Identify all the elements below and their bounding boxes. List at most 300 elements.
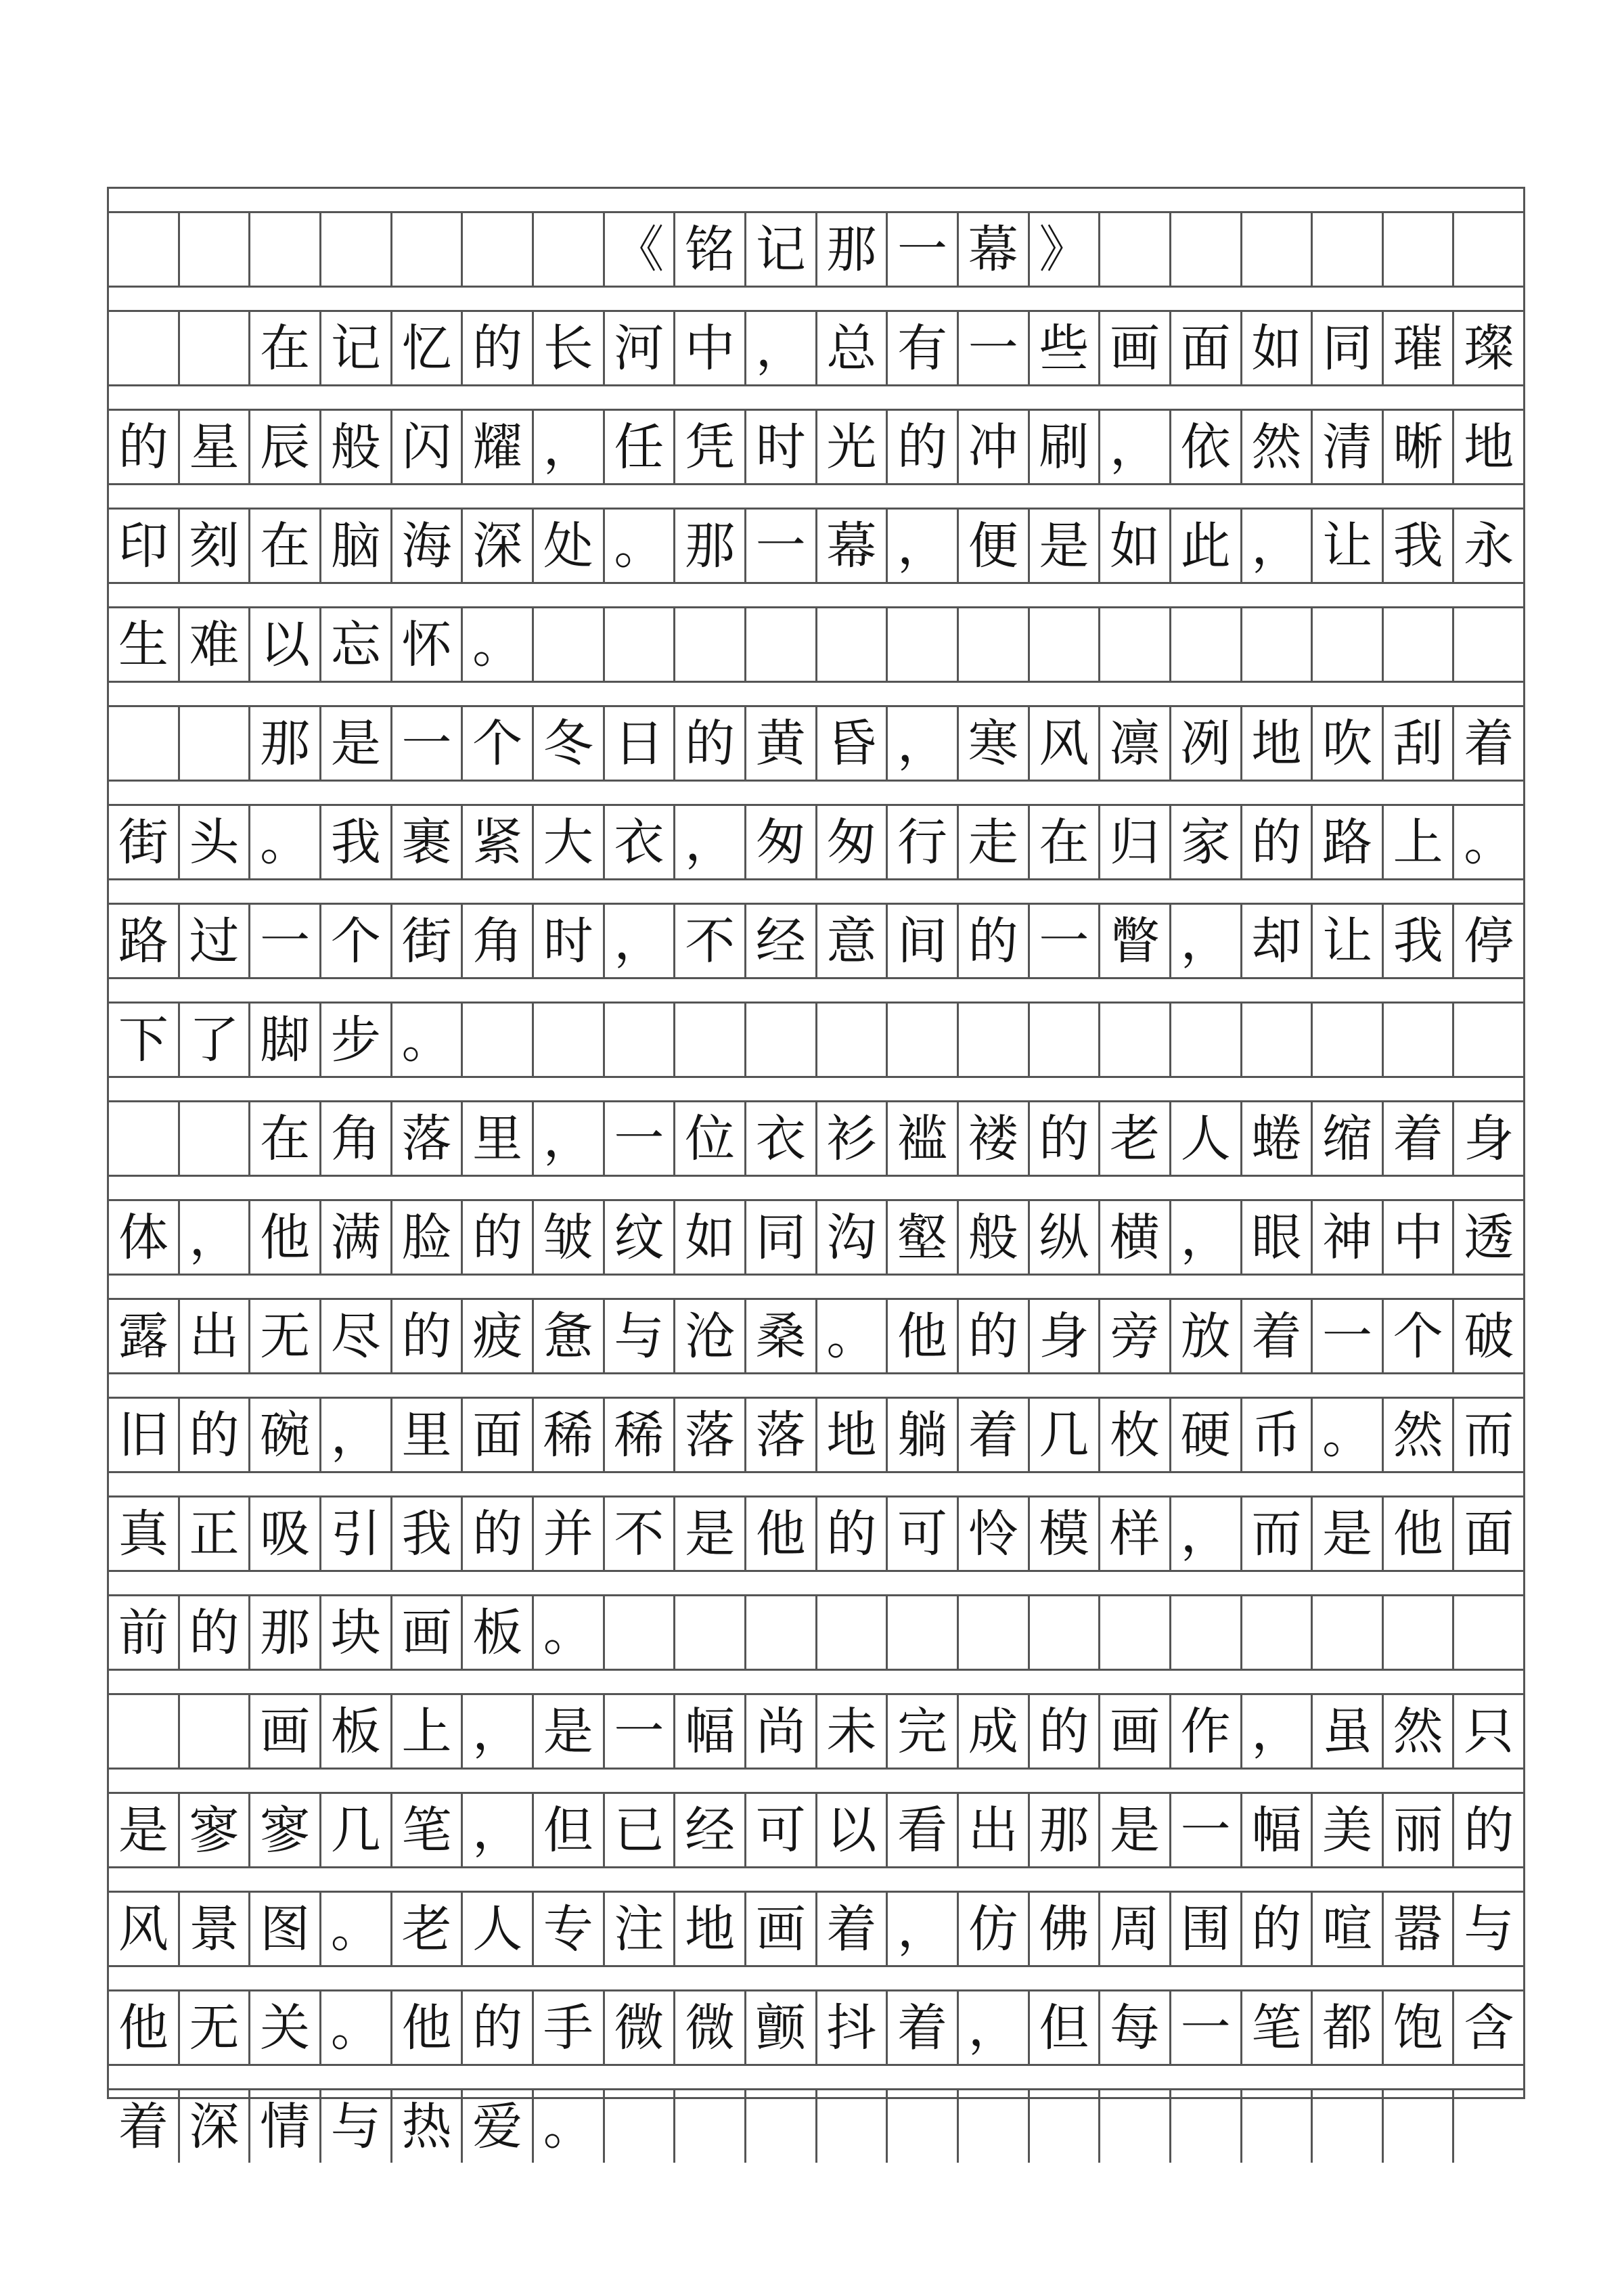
character-cell: 的 [817, 1498, 888, 1570]
character-cell: 稀 [534, 1399, 605, 1471]
character-cell: 刻 [180, 510, 251, 582]
text-row [109, 707, 1523, 780]
character-cell: 沧 [675, 1300, 746, 1372]
row-spacer [109, 1669, 1523, 1695]
row-spacer [109, 483, 1523, 510]
character-cell: 脚 [250, 1004, 321, 1076]
character-cell: 看 [888, 1794, 959, 1866]
row-spacer [109, 286, 1523, 312]
character-cell: 着 [1384, 1102, 1455, 1175]
character-cell: 清 [1313, 411, 1384, 483]
character-cell: 大 [534, 806, 605, 878]
character-cell: 老 [1100, 1102, 1171, 1175]
character-cell: 。 [534, 1596, 605, 1669]
character-cell: ， [675, 806, 746, 878]
character-cell [1100, 2090, 1171, 2163]
character-cell [675, 1596, 746, 1669]
character-cell: ， [888, 510, 959, 582]
character-cell: 画 [392, 1596, 464, 1669]
text-row [109, 1498, 1523, 1570]
character-cell: 中 [1384, 1201, 1455, 1274]
character-cell: 情 [250, 2090, 321, 2163]
title-cell [180, 213, 251, 286]
character-cell [1384, 1004, 1455, 1076]
character-cell [959, 608, 1030, 681]
title-cell: 那 [817, 213, 888, 286]
character-cell [605, 1596, 676, 1669]
character-cell: 那 [250, 1596, 321, 1669]
character-cell: ， [746, 312, 817, 384]
character-cell [1030, 2090, 1101, 2163]
text-row [109, 2090, 1523, 2163]
text-row [109, 905, 1523, 977]
character-cell: 是 [109, 1794, 180, 1866]
character-cell [1100, 1004, 1171, 1076]
title-cell: 》 [1030, 213, 1101, 286]
character-cell: 有 [888, 312, 959, 384]
character-cell: 面 [1171, 312, 1242, 384]
row-spacer [109, 1570, 1523, 1596]
character-cell [746, 608, 817, 681]
character-cell: 不 [605, 1498, 676, 1570]
character-cell: 专 [534, 1893, 605, 1965]
character-cell: 人 [1171, 1102, 1242, 1175]
character-cell: 街 [109, 806, 180, 878]
character-cell: 落 [392, 1102, 464, 1175]
character-cell: 衣 [746, 1102, 817, 1175]
character-cell: 然 [1384, 1695, 1455, 1768]
character-cell: 刷 [1030, 411, 1101, 483]
character-cell: 一 [605, 1102, 676, 1175]
text-row [109, 1991, 1523, 2064]
character-cell: 的 [392, 1300, 464, 1372]
character-cell: 他 [1384, 1498, 1455, 1570]
character-cell: 的 [1242, 1893, 1313, 1965]
character-cell: 一 [250, 905, 321, 977]
character-cell [888, 1004, 959, 1076]
title-row [109, 213, 1523, 286]
character-cell: 的 [1030, 1102, 1101, 1175]
character-cell: 。 [321, 1991, 392, 2064]
character-cell: ， [888, 707, 959, 780]
character-cell: 。 [1464, 813, 1514, 872]
character-cell: 路 [1313, 806, 1384, 878]
character-cell: 身 [1030, 1300, 1101, 1372]
character-cell: 个 [1384, 1300, 1455, 1372]
character-cell: ， [534, 1102, 605, 1175]
character-cell: 已 [605, 1794, 676, 1866]
character-cell: ， [463, 1794, 534, 1866]
title-cell [534, 213, 605, 286]
character-cell: 路 [109, 905, 180, 977]
character-cell: 饱 [1384, 1991, 1455, 2064]
character-cell: 同 [1313, 312, 1384, 384]
row-spacer [109, 1768, 1523, 1794]
character-cell: 忘 [321, 608, 392, 681]
character-cell: 位 [675, 1102, 746, 1175]
character-cell: 景 [180, 1893, 251, 1965]
row-spacer [109, 1372, 1523, 1399]
character-cell [959, 2090, 1030, 2163]
character-cell: 碗 [250, 1399, 321, 1471]
character-cell: 一 [1030, 905, 1101, 977]
character-cell: 。 [534, 2090, 605, 2163]
character-cell: 我 [1384, 510, 1455, 582]
character-cell: 一 [605, 1695, 676, 1768]
character-cell: 吹 [1313, 707, 1384, 780]
character-cell [1313, 1596, 1384, 1669]
essay-grid-paper [107, 187, 1525, 2156]
character-cell [534, 1004, 605, 1076]
character-cell: 桑 [746, 1300, 817, 1372]
text-row [109, 312, 1523, 384]
character-cell: 画 [746, 1893, 817, 1965]
character-cell: 是 [1100, 1794, 1171, 1866]
row-spacer [109, 1175, 1523, 1201]
character-cell: 满 [321, 1201, 392, 1274]
character-cell [109, 1695, 180, 1768]
character-cell: 躺 [888, 1399, 959, 1471]
character-cell: 意 [817, 905, 888, 977]
character-cell: 家 [1171, 806, 1242, 878]
character-cell: 辰 [250, 411, 321, 483]
row-spacer [109, 1076, 1523, 1102]
character-cell [1454, 1004, 1523, 1076]
character-cell: 几 [321, 1794, 392, 1866]
title-cell [463, 213, 534, 286]
row-spacer [109, 1274, 1523, 1300]
character-cell: 印 [109, 510, 180, 582]
character-cell: 他 [746, 1498, 817, 1570]
character-cell: 一 [746, 510, 817, 582]
title-cell [1313, 213, 1384, 286]
character-cell: 里 [463, 1102, 534, 1175]
character-cell: 的 [463, 1991, 534, 2064]
character-cell: 前 [109, 1596, 180, 1669]
character-cell: 个 [463, 707, 534, 780]
row-spacer [109, 582, 1523, 608]
character-cell [959, 1596, 1030, 1669]
character-cell: 归 [1100, 806, 1171, 878]
character-cell: 忆 [392, 312, 464, 384]
character-cell [605, 1004, 676, 1076]
row-spacer [109, 384, 1523, 411]
character-cell [675, 608, 746, 681]
character-cell: 角 [321, 1102, 392, 1175]
character-cell: ， [1171, 905, 1242, 977]
character-cell: 然 [1242, 411, 1313, 483]
character-cell: ， [1171, 1201, 1242, 1274]
text-row [109, 1300, 1523, 1372]
character-cell: 脸 [392, 1201, 464, 1274]
title-cell: 幕 [959, 213, 1030, 286]
character-cell: 难 [180, 608, 251, 681]
character-cell: 作 [1171, 1695, 1242, 1768]
row-spacer [109, 1965, 1523, 1991]
character-cell [817, 1004, 888, 1076]
character-cell [746, 1004, 817, 1076]
character-cell [675, 2090, 746, 2163]
character-cell: 真 [109, 1498, 180, 1570]
character-cell: 寥 [180, 1794, 251, 1866]
character-cell [1030, 1596, 1101, 1669]
character-cell [817, 2090, 888, 2163]
character-cell: 记 [321, 312, 392, 384]
character-cell: 未 [817, 1695, 888, 1768]
character-cell: 上 [392, 1695, 464, 1768]
character-cell: 黄 [746, 707, 817, 780]
text-row [109, 1201, 1523, 1274]
title-cell [321, 213, 392, 286]
character-cell: 在 [250, 510, 321, 582]
character-cell: 幅 [675, 1695, 746, 1768]
character-cell: 在 [1030, 806, 1101, 878]
character-cell [1384, 2090, 1455, 2163]
text-row [109, 411, 1523, 483]
character-cell: 褴 [888, 1102, 959, 1175]
row-spacer [109, 977, 1523, 1004]
character-cell: 永 [1464, 516, 1514, 575]
row-spacer [109, 187, 1523, 213]
character-cell: 的 [888, 411, 959, 483]
text-row [109, 1695, 1523, 1768]
character-cell [1313, 1004, 1384, 1076]
character-cell: 仿 [959, 1893, 1030, 1965]
character-cell: 无 [250, 1300, 321, 1372]
title-cell: 铭 [675, 213, 746, 286]
character-cell: 。 [605, 510, 676, 582]
text-row [109, 1893, 1523, 1965]
text-row [109, 510, 1523, 582]
character-cell: 处 [534, 510, 605, 582]
character-cell: 我 [321, 806, 392, 878]
character-cell: 惫 [534, 1300, 605, 1372]
character-cell: 耀 [463, 411, 534, 483]
character-cell: 的 [1242, 806, 1313, 878]
character-cell: 依 [1171, 411, 1242, 483]
character-cell: 个 [321, 905, 392, 977]
character-cell [180, 707, 251, 780]
character-cell: 同 [746, 1201, 817, 1274]
character-cell: 尚 [746, 1695, 817, 1768]
character-cell: 着 [1242, 1300, 1313, 1372]
character-cell: 旁 [1100, 1300, 1171, 1372]
title-cell [392, 213, 464, 286]
character-cell: 般 [321, 411, 392, 483]
character-cell: 纹 [605, 1201, 676, 1274]
character-cell [1242, 1596, 1313, 1669]
character-cell [746, 1596, 817, 1669]
character-cell [1454, 608, 1523, 681]
character-cell [1384, 608, 1455, 681]
character-cell: 画 [250, 1695, 321, 1768]
character-cell: 正 [180, 1498, 251, 1570]
character-cell [1171, 608, 1242, 681]
character-cell: 下 [109, 1004, 180, 1076]
character-cell: 并 [534, 1498, 605, 1570]
character-cell: 画 [1100, 312, 1171, 384]
character-cell: ， [180, 1201, 251, 1274]
character-cell: 他 [888, 1300, 959, 1372]
character-cell: 。 [1313, 1399, 1384, 1471]
character-cell: 此 [1171, 510, 1242, 582]
character-cell: 是 [534, 1695, 605, 1768]
character-cell: 怜 [959, 1498, 1030, 1570]
character-cell: 着 [1464, 714, 1514, 773]
character-cell: 体 [109, 1201, 180, 1274]
character-cell [1242, 2090, 1313, 2163]
character-cell: 了 [180, 1004, 251, 1076]
character-cell: 爱 [463, 2090, 534, 2163]
character-cell: 每 [1100, 1991, 1171, 2064]
character-cell: 佛 [1030, 1893, 1101, 1965]
character-cell: 沟 [817, 1201, 888, 1274]
character-cell: 笔 [392, 1794, 464, 1866]
character-cell: 热 [392, 2090, 464, 2163]
character-cell: 面 [463, 1399, 534, 1471]
character-cell: 却 [1242, 905, 1313, 977]
character-cell: 在 [250, 1102, 321, 1175]
character-cell: 微 [675, 1991, 746, 2064]
character-cell: 疲 [463, 1300, 534, 1372]
character-cell: 的 [1030, 1695, 1101, 1768]
character-cell: 日 [605, 707, 676, 780]
character-cell: 的 [959, 905, 1030, 977]
character-cell: 。 [250, 806, 321, 878]
character-cell: 以 [250, 608, 321, 681]
character-cell: 寒 [959, 707, 1030, 780]
character-cell: 着 [888, 1991, 959, 2064]
character-cell: 美 [1313, 1794, 1384, 1866]
character-cell: 的 [109, 411, 180, 483]
character-cell: ， [959, 1991, 1030, 2064]
character-cell: 一 [1171, 1794, 1242, 1866]
character-cell: 那 [1030, 1794, 1101, 1866]
character-cell: 板 [321, 1695, 392, 1768]
character-cell: 光 [817, 411, 888, 483]
character-cell [675, 1004, 746, 1076]
character-cell: 破 [1464, 1307, 1514, 1366]
character-cell: 面 [1464, 1504, 1514, 1563]
character-cell: 横 [1100, 1201, 1171, 1274]
text-row [109, 806, 1523, 878]
character-cell: 的 [463, 312, 534, 384]
character-cell: ， [1242, 1695, 1313, 1768]
character-cell: 的 [675, 707, 746, 780]
character-cell: 纵 [1030, 1201, 1101, 1274]
character-cell [1454, 1596, 1523, 1669]
row-spacer [109, 780, 1523, 806]
character-cell: 虽 [1313, 1695, 1384, 1768]
character-cell: 瞥 [1100, 905, 1171, 977]
character-cell: 而 [1242, 1498, 1313, 1570]
character-cell: 任 [605, 411, 676, 483]
title-cell: 记 [746, 213, 817, 286]
character-cell: 如 [1100, 510, 1171, 582]
character-cell [1242, 1004, 1313, 1076]
character-cell: 与 [1464, 1899, 1514, 1958]
character-cell: 注 [605, 1893, 676, 1965]
character-cell: 时 [746, 411, 817, 483]
character-cell: 行 [888, 806, 959, 878]
character-cell [888, 1596, 959, 1669]
character-cell: 我 [1384, 905, 1455, 977]
character-cell: 星 [180, 411, 251, 483]
character-cell: 几 [1030, 1399, 1101, 1471]
text-row [109, 1596, 1523, 1669]
character-cell: ， [888, 1893, 959, 1965]
character-cell: 凭 [675, 411, 746, 483]
character-cell: 深 [180, 2090, 251, 2163]
character-cell: 街 [392, 905, 464, 977]
character-cell: 出 [180, 1300, 251, 1372]
character-cell: 。 [392, 1004, 464, 1076]
character-cell: 的 [959, 1300, 1030, 1372]
character-cell: 总 [817, 312, 888, 384]
character-cell: 地 [1242, 707, 1313, 780]
character-cell: 冲 [959, 411, 1030, 483]
text-row [109, 1102, 1523, 1175]
character-cell: 落 [746, 1399, 817, 1471]
character-cell: 蜷 [1242, 1102, 1313, 1175]
title-cell [1454, 213, 1523, 286]
character-cell: 冽 [1171, 707, 1242, 780]
character-cell: 幅 [1242, 1794, 1313, 1866]
character-cell: 抖 [817, 1991, 888, 2064]
character-cell: 喧 [1313, 1893, 1384, 1965]
character-cell: ， [605, 905, 676, 977]
character-cell: 画 [1100, 1695, 1171, 1768]
character-cell [746, 2090, 817, 2163]
character-cell: 刮 [1384, 707, 1455, 780]
character-cell: 紧 [463, 806, 534, 878]
character-cell: 如 [675, 1201, 746, 1274]
character-cell: 地 [675, 1893, 746, 1965]
character-cell: 他 [392, 1991, 464, 2064]
title-cell [250, 213, 321, 286]
character-cell [1030, 1004, 1101, 1076]
row-spacer [109, 1471, 1523, 1498]
text-row [109, 608, 1523, 681]
character-cell: 地 [1464, 418, 1514, 476]
character-cell: 寥 [250, 1794, 321, 1866]
character-cell: 上 [1384, 806, 1455, 878]
character-cell: 图 [250, 1893, 321, 1965]
character-cell: 海 [392, 510, 464, 582]
character-cell: 时 [534, 905, 605, 977]
character-cell: 璀 [1384, 312, 1455, 384]
character-cell: 步 [321, 1004, 392, 1076]
character-cell: 放 [1171, 1300, 1242, 1372]
character-cell: 颤 [746, 1991, 817, 2064]
character-cell: 缩 [1313, 1102, 1384, 1175]
character-cell: 与 [321, 2090, 392, 2163]
character-cell: 模 [1030, 1498, 1101, 1570]
title-cell [1100, 213, 1171, 286]
character-cell: 人 [463, 1893, 534, 1965]
character-cell: 微 [605, 1991, 676, 2064]
character-cell: 走 [959, 806, 1030, 878]
character-cell: 衫 [817, 1102, 888, 1175]
character-cell: 褛 [959, 1102, 1030, 1175]
character-cell: 着 [959, 1399, 1030, 1471]
character-cell [180, 1695, 251, 1768]
text-row [109, 1399, 1523, 1471]
character-cell: 不 [675, 905, 746, 977]
character-cell: 长 [534, 312, 605, 384]
character-cell: 晰 [1384, 411, 1455, 483]
character-cell [1313, 608, 1384, 681]
